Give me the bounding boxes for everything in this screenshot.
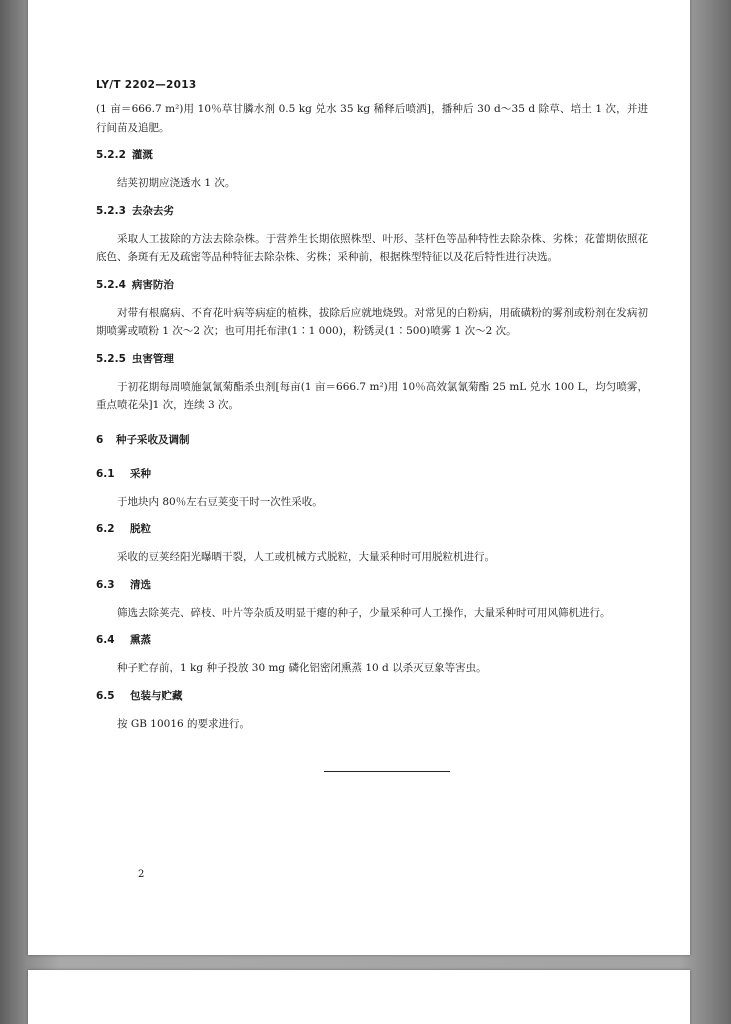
body-paragraph: 按 GB 10016 的要求进行。 — [117, 717, 251, 730]
section-title: 去杂去劣 — [131, 204, 174, 217]
end-of-document-line — [324, 771, 450, 772]
body-paragraph: (1 亩＝666.7 m²)用 10％草甘膦水剂 0.5 kg 兑水 35 kg 稀释后喷洒]，播种后 30 d～35 d 除草、培土 1 次，并进行间苗及追肥。 — [96, 103, 648, 134]
body-paragraph: 种子贮存前，1 kg 种子投放 30 mg 磷化铝密闭熏蒸 10 d 以杀灭豆象等害虫。 — [117, 662, 487, 674]
section-number: 6.2 — [96, 523, 115, 535]
section-heading — [96, 431, 648, 449]
body-paragraph: 对带有根腐病、不育花叶病等病症的植株，拔除后应就地烧毁。对常见的白粉病，用硫磺粉的雾剂或粉剂在发病初期喷雾或喷粉 1 次～2 次；也可用托布津(1∶1 000)，粉锈灵(1∶500)喷雾 1 次～2 次。 — [96, 306, 648, 337]
section-number: 6.1 — [96, 467, 115, 480]
section-number: 6.5 — [96, 689, 115, 702]
body-paragraph: 采取人工拔除的方法去除杂株。于营养生长期依照株型、叶形、茎杆色等品种特性去除杂株、劣株；花蕾期依照花底色、条斑有无及疏密等品种特征去除杂株、劣株；采种前，根据株型特征以及花后特性进行决选。 — [96, 232, 648, 263]
section-number: 5.2.2 — [96, 149, 126, 161]
page-number: 2 — [138, 869, 145, 880]
body-paragraph: 结荚初期应浇透水 1 次。 — [117, 177, 236, 189]
section-number: 5.2.5 — [96, 352, 126, 365]
body-paragraph: 于初花期每周喷施氯氰菊酯杀虫剂[每亩(1 亩＝666.7 m²)用 10％高效氯氰菊酯 25 mL 兑水 100 L，均匀喷雾，重点喷花朵]1 次，连续 3 次。 — [96, 380, 648, 411]
section-title: 熏蒸 — [130, 634, 151, 646]
section-number: 6.3 — [96, 578, 115, 591]
section-title: 病害防治 — [131, 278, 174, 291]
body-paragraph: 筛选去除荚壳、碎枝、叶片等杂质及明显干瘪的种子，少量采种可人工操作，大量采种时可用风筛机进行。 — [117, 606, 611, 619]
body-paragraph: 采收的豆荚经阳光曝晒干裂，人工或机械方式脱粒，大量采种时可用脱粒机进行。 — [117, 551, 495, 563]
page-content — [96, 100, 648, 733]
section-number: 5.2.4 — [96, 278, 126, 291]
section-heading — [96, 576, 648, 594]
section-title: 灌溉 — [131, 149, 153, 161]
document-page — [28, 0, 690, 955]
section-title: 清选 — [130, 578, 151, 591]
section-heading — [96, 687, 648, 705]
standard-code-header: LY/T 2202—2013 — [96, 79, 197, 91]
next-document-page — [28, 970, 690, 1024]
body-paragraph: 于地块内 80％左右豆荚变干时一次性采收。 — [117, 495, 323, 508]
section-title: 虫害管理 — [131, 352, 174, 365]
section-number: 5.2.3 — [96, 204, 126, 217]
section-number: 6.4 — [96, 634, 115, 646]
section-heading — [96, 146, 648, 164]
section-title: 种子采收及调制 — [116, 433, 190, 446]
section-heading — [96, 520, 648, 538]
section-number: 6 — [96, 433, 104, 446]
section-heading — [96, 202, 648, 220]
section-heading — [96, 631, 648, 649]
section-heading — [96, 465, 648, 483]
section-title: 脱粒 — [130, 523, 151, 535]
section-heading — [96, 276, 648, 294]
section-title: 采种 — [130, 467, 151, 480]
section-heading — [96, 350, 648, 368]
section-title: 包装与贮藏 — [130, 689, 183, 702]
